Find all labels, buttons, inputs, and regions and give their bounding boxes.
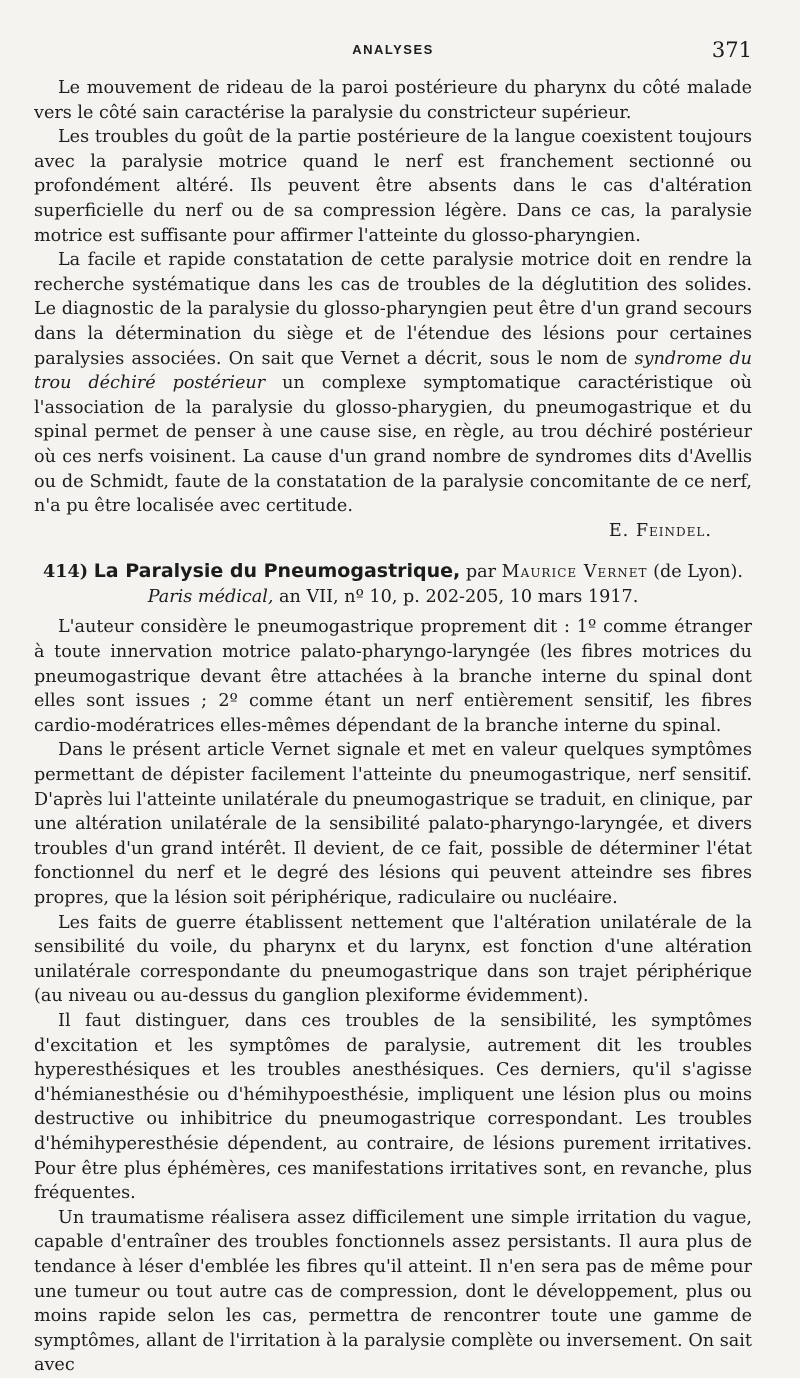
entry-affiliation: (de Lyon). [653, 562, 743, 583]
page-body [34, 76, 752, 1378]
journal-name: Paris médical, [147, 586, 274, 607]
signature-line [34, 519, 752, 544]
entry-source [34, 585, 752, 610]
page-header [34, 38, 752, 68]
text-run: La facile et rapide constatation de cette paralysie motrice doit en rendre la recherche systématique dans les cas de troubles de la déglutition des solides. Le diagnostic de la paralysie du glosso-pharyngien peut être d'un grand secours dans la détermination du siège et de l'étendue des lésions pour certaines paralysies associées. On sait que Vernet a décrit, sous le nom de [34, 250, 752, 369]
entry-by: par [465, 562, 497, 583]
paragraph [34, 248, 752, 519]
entry-author: Maurice Vernet [501, 562, 648, 583]
paragraph: Les faits de guerre établissent nettement que l'altération unilatérale de la sensibilité du voile, du pharynx et du larynx, est fonction d'une altération unilatérale correspondante du pneumogastrique dans son trajet périphérique (au niveau ou au-dessus du ganglion plexiforme évidemment). [34, 912, 752, 1007]
citation: an VII, nº 10, p. 202-205, 10 mars 1917. [279, 586, 639, 607]
paragraph: Un traumatisme réalisera assez difficilement une simple irritation du vague, capable d'entraîner des troubles fonctionnels assez persistants. Il aura plus de tendance à léser d'emblée les fibres qu'il atteint. Il n'en sera pas de même pour une tumeur ou tout autre cas de compression, dont le développement, plus ou moins rapide selon les cas, permettra de rencontrer toute une gamme de symptômes, allant de l'irritation à la paralysie complète ou inversement. On sait avec [34, 1207, 752, 1376]
entry-number: 414) [43, 561, 89, 583]
paragraph: Il faut distinguer, dans ces troubles de la sensibilité, les symptômes d'excitation et les symptômes de paralysie, autrement dit les troubles hyperesthésiques et les troubles anesthésiques. Ces derniers, qu'il s'agisse d'hémianesthésie ou d'hémihypoesthésie, impliquent une lésion plus ou moins destructive ou inhibitrice du pneumogastrique correspondant. Les troubles d'hémihyperesthésie dépendent, au contraire, de lésions purement irritatives. Pour être plus éphémères, ces manifestations irritatives sont, en revanche, plus fréquentes. [34, 1010, 752, 1204]
entry-heading [34, 559, 752, 585]
paragraph: Le mouvement de rideau de la paroi postérieure du pharynx du côté malade vers le côté sain caractérise la paralysie du constricteur supérieur. [34, 78, 752, 123]
text-run: un complexe symptomatique caractéristique où l'association de la paralysie du glosso-pharygien, du pneumogastrique et du spinal permet de penser à une cause sise, en règle, au trou déchiré postérieur où ces nerfs voisinent. La cause d'un grand nombre de syndromes dits d'Avellis ou de Schmidt, faute de la constatation de la paralysie concomitante de ce nerf, n'a pu être localisée avec certitude. [34, 373, 752, 517]
running-head: ANALYSES [352, 42, 434, 57]
paragraph: Les troubles du goût de la partie postérieure de la langue coexistent toujours avec la paralysie motrice quand le nerf est franchement sectionné ou profondément altéré. Ils peuvent être absents dans le cas d'altération superficielle du nerf ou de sa compression légère. Dans ce cas, la paralysie motrice est suffisante pour affirmer l'atteinte du glosso-pharyngien. [34, 127, 752, 246]
entry-title: La Paralysie du Pneumogastrique, [93, 560, 461, 583]
paragraph: L'auteur considère le pneumogastrique proprement dit : 1º comme étranger à toute innervation motrice palato-pharyngo-laryngée (les fibres motrices du pneumogastrique devant être attachées à la branche interne du spinal dont elles sont issues ; 2º comme étant un nerf entièrement sensitif, les fibres cardio-modératrices elles-mêmes dépendant de la branche interne du spinal. [34, 617, 752, 736]
page-number: 371 [711, 38, 752, 62]
reviewer-signature: E. Feindel. [608, 520, 712, 541]
paragraph: Dans le présent article Vernet signale et met en valeur quelques symptômes permettant de dépister facilement l'atteinte du pneumogastrique, nerf sensitif. D'après lui l'atteinte unilatérale du pneumogastrique se traduit, en clinique, par une altération unilatérale de la sensibilité palato-pharyngo-laryngée, et divers troubles d'un grand intérêt. Il devient, de ce fait, possible de déterminer l'état fonctionnel du nerf et le degré des lésions qui peuvent atteindre ses fibres propres, que la lésion soit périphérique, radiculaire ou nucléaire. [34, 740, 752, 908]
italic-term: syndrome du trou déchiré postérieur [34, 348, 752, 394]
